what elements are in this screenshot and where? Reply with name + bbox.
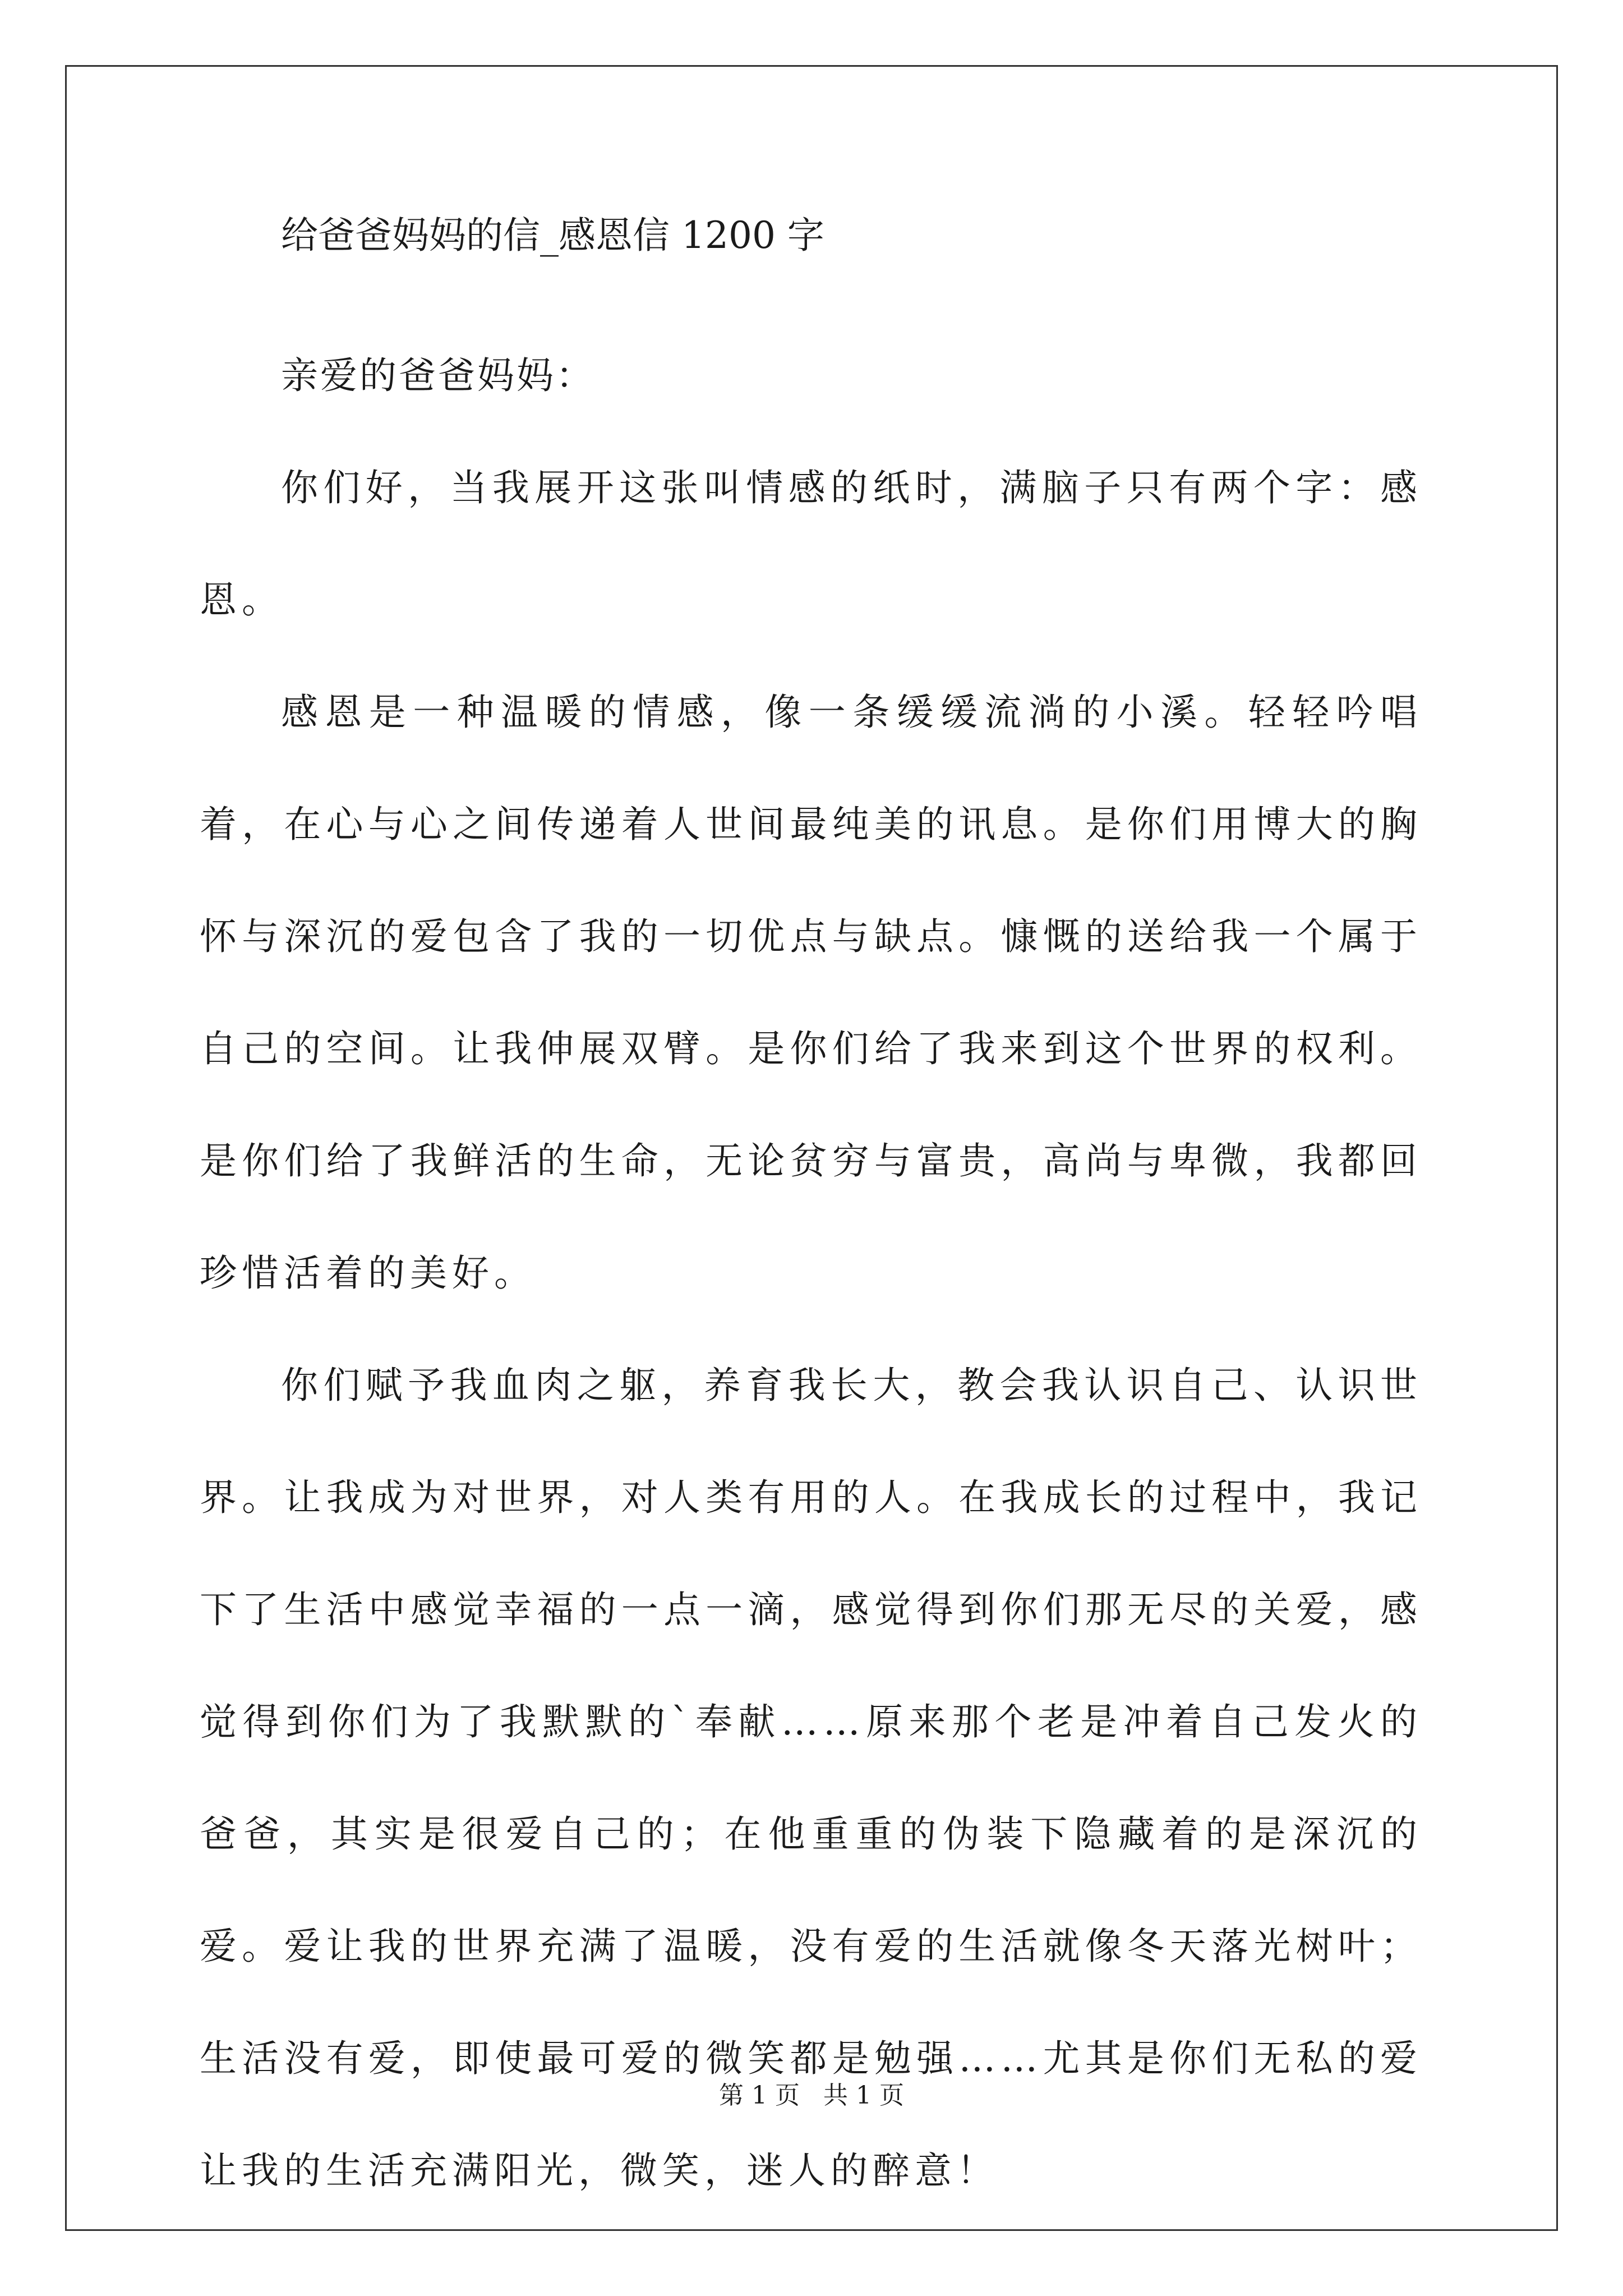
salutation: 亲爱的爸爸妈妈：: [281, 354, 595, 397]
letter-body: [200, 208, 1422, 2227]
paragraph-greeting: 你们好，当我展开这张叫情感的纸时，满脑子只有两个字：感恩。: [200, 466, 1422, 622]
paragraph-gratitude: 感恩是一种温暖的情感，像一条缓缓流淌的小溪。轻轻吟唱着，在心与心之间传递着人世间最纯美的讯息。是你们用博大的胸怀与深沉的爱包含了我的一切优点与缺点。慷慨的送给我一个属于自己的空间。让我伸展双臂。是你们给了我来到这个世界的权利。是你们给了我鲜活的生命，无论贫穷与富贵，高尚与卑微，我都回珍惜活着的美好。: [200, 691, 1422, 1295]
paragraph-growth: 你们赋予我血肉之躯，养育我长大，教会我认识自己、认识世界。让我成为对世界，对人类有用的人。在我成长的过程中，我记下了生活中感觉幸福的一点一滴，感觉得到你们那无尽的关爱，感觉得到你们为了我默默的`奉献……原来那个老是冲着自己发火的爸爸，其实是很爱自己的；在他重重的伪装下隐藏着的是深沉的爱。爱让我的世界充满了温暖，没有爱的生活就像冬天落光树叶；生活没有爱，即使最可爱的微笑都是勉强……尤其是你们无私的爱让我的生活充满阳光，微笑，迷人的醉意！: [200, 1364, 1422, 2192]
document-title: 给爸爸妈妈的信_感恩信 1200 字: [281, 214, 824, 257]
page-number-footer: 第 1 页 共 1 页: [719, 2081, 904, 2110]
